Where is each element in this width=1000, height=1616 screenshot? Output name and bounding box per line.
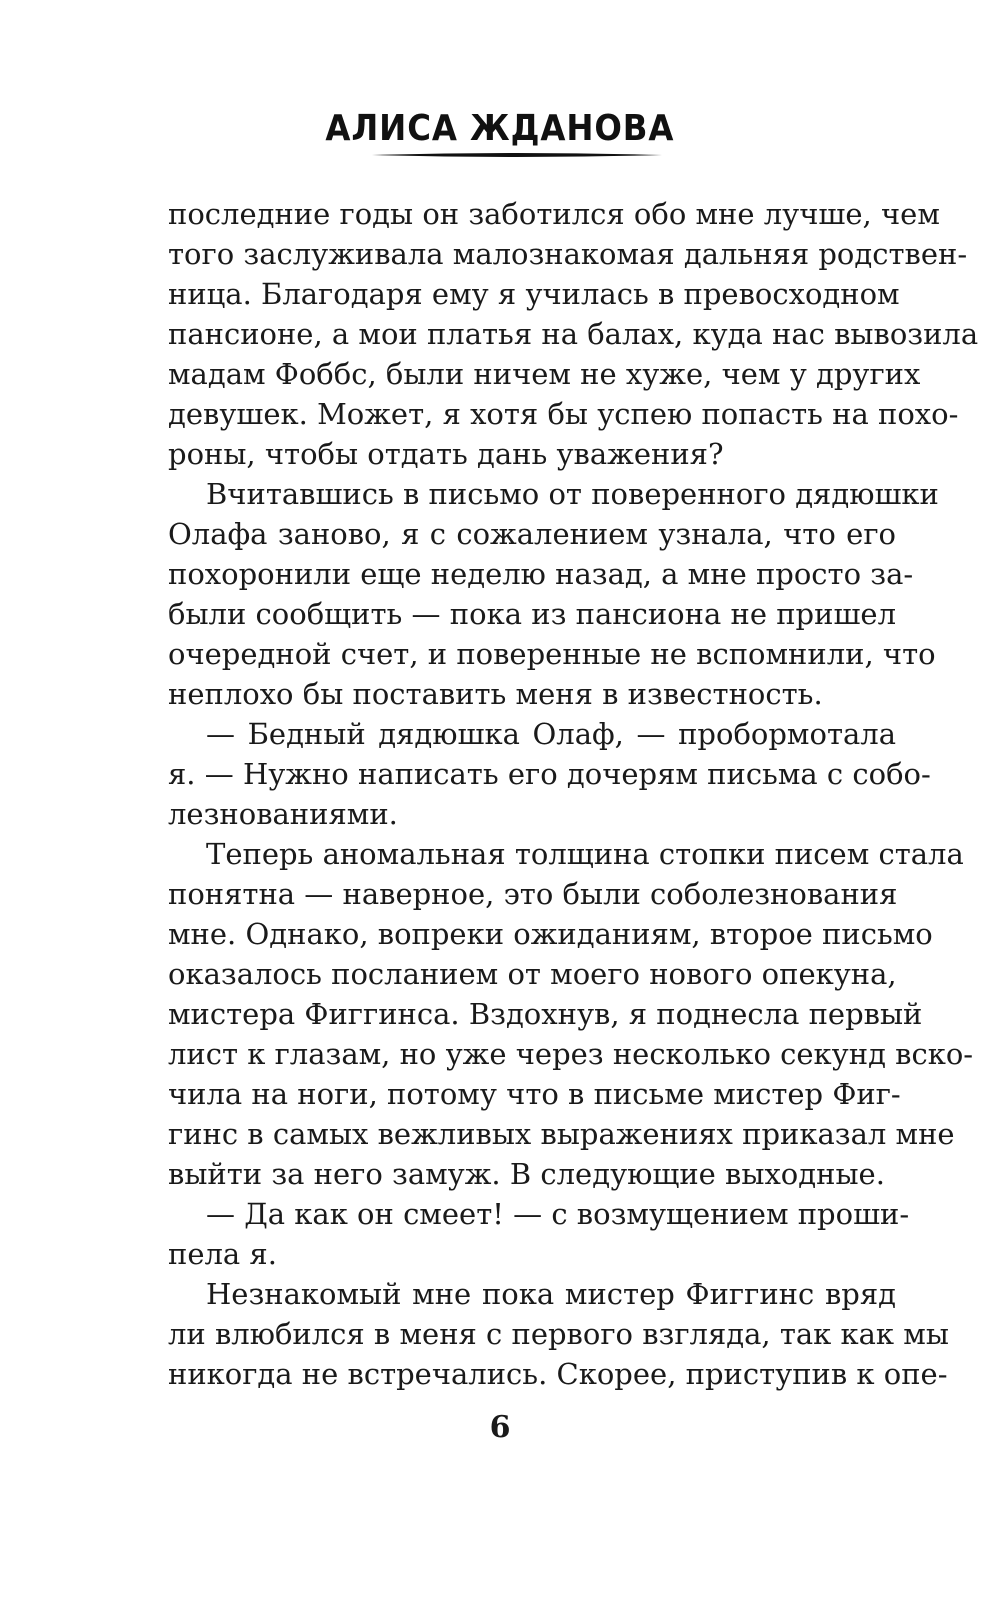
page-number: 6 (489, 1410, 511, 1445)
text-line: очередной счет, и поверенные не вспомнили, что (168, 637, 936, 671)
text-line: того заслуживала малознакомая дальняя родствен- (168, 237, 968, 271)
text-line: последние годы он заботился обо мне лучше, чем (168, 197, 940, 231)
text-line: никогда не встречались. Скорее, приступив к опе- (168, 1357, 948, 1391)
text-line: чила на ноги, потому что в письме мистер Фиг- (168, 1077, 901, 1111)
text-line: мадам Фоббс, были ничем не хуже, чем у других (168, 357, 921, 391)
text-line: Незнакомый мне пока мистер Фиггинс вряд (206, 1277, 896, 1311)
text-line: пансионе, а мои платья на балах, куда нас вывозила (168, 317, 979, 351)
text-line: Вчитавшись в письмо от поверенного дядюшки (206, 477, 939, 511)
body-text (168, 194, 979, 1394)
text-line: Теперь аномальная толщина стопки писем стала (206, 837, 964, 871)
text-line: девушек. Может, я хотя бы успею попасть на похо- (168, 397, 959, 431)
text-line: мне. Однако, вопреки ожиданиям, второе письмо (168, 917, 933, 951)
text-line: лист к глазам, но уже через несколько секунд вско- (168, 1037, 974, 1071)
text-line: оказалось посланием от моего нового опекуна, (168, 957, 897, 991)
text-line: Олафа заново, я с сожалением узнала, что его (168, 517, 896, 551)
running-head (0, 108, 1000, 149)
author-name: АЛИСА ЖДАНОВА (325, 108, 675, 149)
text-line: похоронили еще неделю назад, а мне просто за- (168, 557, 914, 591)
text-line: — Бедный дядюшка Олаф, — пробормотала (206, 717, 896, 751)
text-line: понятна — наверное, это были соболезнования (168, 877, 898, 911)
text-line: неплохо бы поставить меня в известность. (168, 677, 823, 711)
text-line: были сообщить — пока из пансиона не пришел (168, 597, 896, 631)
text-line: — Да как он смеет! — с возмущением проши- (206, 1197, 910, 1231)
text-line: гинс в самых вежливых выражениях приказал мне (168, 1117, 955, 1151)
text-line: выйти за него замуж. В следующие выходные. (168, 1157, 885, 1191)
header-rule (372, 152, 662, 158)
text-line: мистера Фиггинса. Вздохнув, я поднесла первый (168, 997, 923, 1031)
text-line: пела я. (168, 1237, 277, 1271)
text-line: роны, чтобы отдать дань уважения? (168, 437, 724, 471)
text-line: ница. Благодаря ему я училась в превосходном (168, 277, 900, 311)
text-line: ли влюбился в меня с первого взгляда, так как мы (168, 1317, 949, 1351)
text-line: лезнованиями. (168, 797, 398, 831)
text-line: я. — Нужно написать его дочерям письма с собо- (168, 757, 931, 791)
